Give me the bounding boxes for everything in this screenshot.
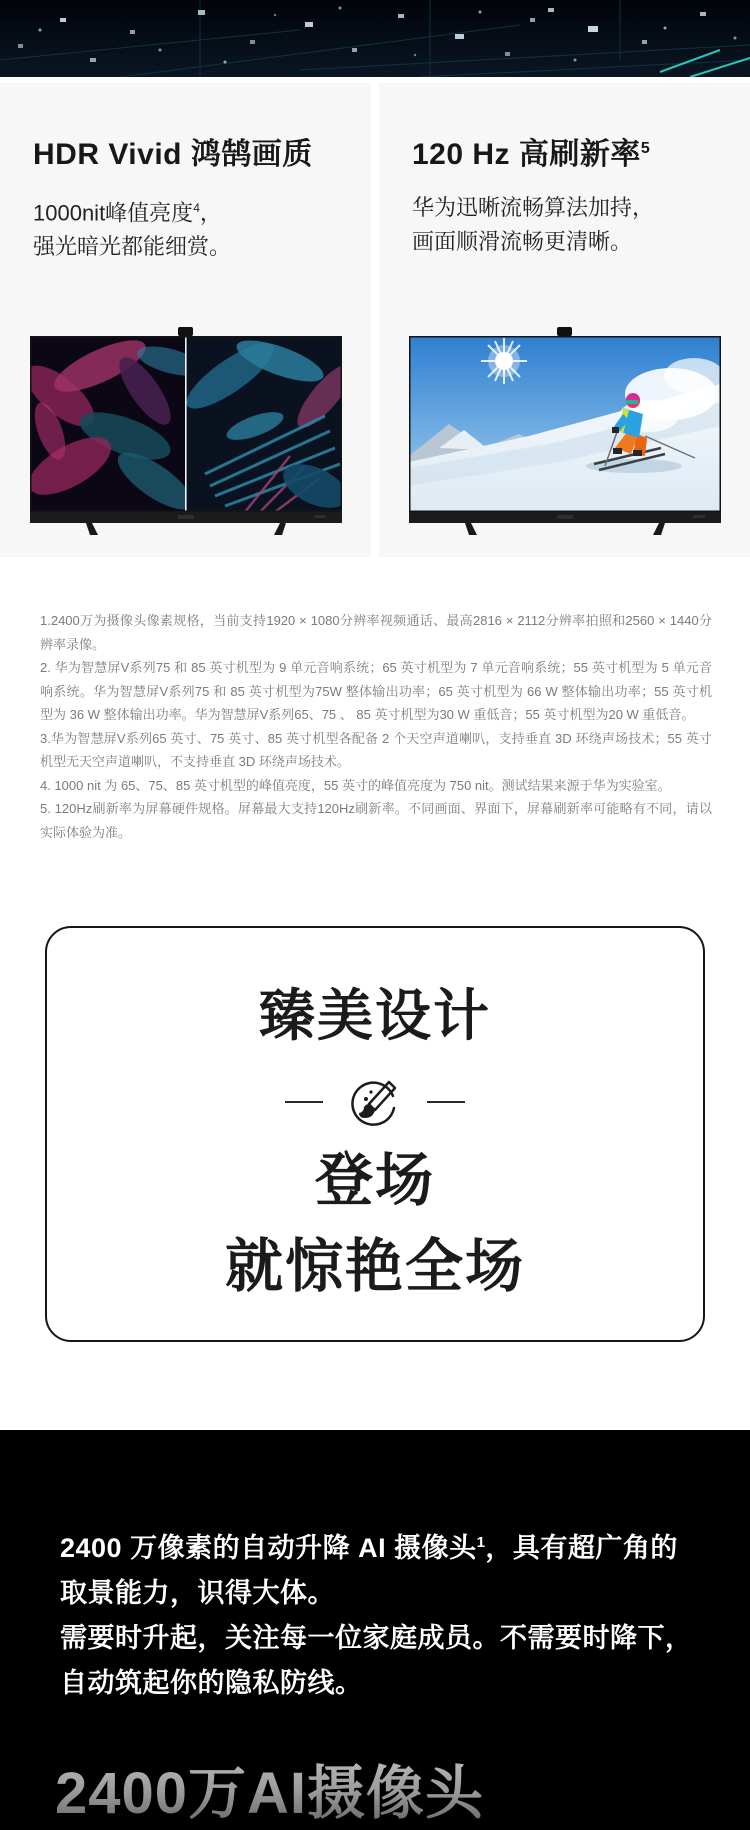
paintbrush-icon: [349, 1076, 401, 1128]
tv-image-tropical: [30, 327, 342, 535]
refresh-title: 120 Hz 高刷新率$^5$: [412, 138, 651, 171]
tv-skier-snow-image: [409, 336, 721, 535]
feature-card-120hz: [379, 83, 750, 557]
hero-banner-image: [0, 0, 750, 77]
footnote-3: 3.华为智慧屏V系列65 英寸、75 英寸、85 英寸机型各配备 2 个天空声道喇叭，支持垂直 3D 环绕声场技术；55 英寸机型无天空声道喇叭，不支持垂直 3D 环绕声场技术。: [40, 730, 712, 769]
design-title: 臻美设计: [259, 984, 491, 1047]
feature-cards-row: [0, 83, 750, 557]
footnote-5: 5. 120Hz刷新率为屏幕硬件规格。屏幕最大支持120Hz刷新率。不同画面、界面下，屏幕刷新率可能略有不同，请以实际体验为准。: [40, 801, 712, 840]
footnote-1: 1.2400万为摄像头像素规格，当前支持1920 × 1080分辨率视频通话、最高2816 × 2112分辨率拍照和2560 × 1440分辨率录像。: [40, 613, 712, 652]
hdr-title: HDR Vivid 鸿鹄画质: [33, 138, 313, 171]
design-line-3: 就惊艳全场: [224, 1234, 525, 1299]
camera-copy: 2400 万像素的自动升降 AI 摄像头$^1$，具有超广角的 取景能力，识得大体。 需要时升起，关注每一位家庭成员。不需要时降下， 自动筑起你的隐私防线。: [60, 1533, 693, 1698]
feature-card-hdr: [0, 83, 371, 557]
footnote-2: 2. 华为智慧屏V系列75 和 85 英寸机型为 9 单元音响系统；65 英寸机型为 7 单元音响系统；55 英寸机型为 5 单元音响系统。华为智慧屏V系列75 和 85 英寸机型为75W 整体输出功率；65 英寸机型为 66 W 整体输出功率；55 英寸机型为 36 W 整体输出功率。华为智慧屏V系列65、75 、 85 英寸机型为30 W 重低音；55 英寸机型为20 W 重低音。: [40, 660, 712, 722]
camera-section: [0, 1430, 750, 1830]
footnote-4: 4. 1000 nit 为 65、75、85 英寸机型的峰值亮度，55 英寸的峰值亮度为 750 nit。测试结果来源于华为实验室。: [40, 777, 671, 793]
tv-tropical-leaves-image: [30, 336, 342, 535]
tv-image-skier: [409, 327, 721, 535]
refresh-description: 华为迅晰流畅算法加持， 画面顺滑流畅更清晰。: [412, 195, 655, 254]
camera-bump-icon: [557, 327, 572, 336]
design-feature-box: [45, 926, 705, 1342]
left-dash: [285, 1101, 323, 1103]
right-dash: [427, 1101, 465, 1103]
footnotes-section: [0, 557, 750, 844]
hdr-description: 1000nit峰值亮度$^4$， 强光暗光都能细赏。: [33, 200, 232, 260]
camera-bump-icon: [178, 327, 193, 336]
design-line-2: 登场: [314, 1148, 435, 1213]
icon-divider-row: [47, 1076, 703, 1128]
camera-headline: 2400万AI摄像头: [55, 1746, 484, 1830]
data-network-graphic: [0, 0, 750, 77]
